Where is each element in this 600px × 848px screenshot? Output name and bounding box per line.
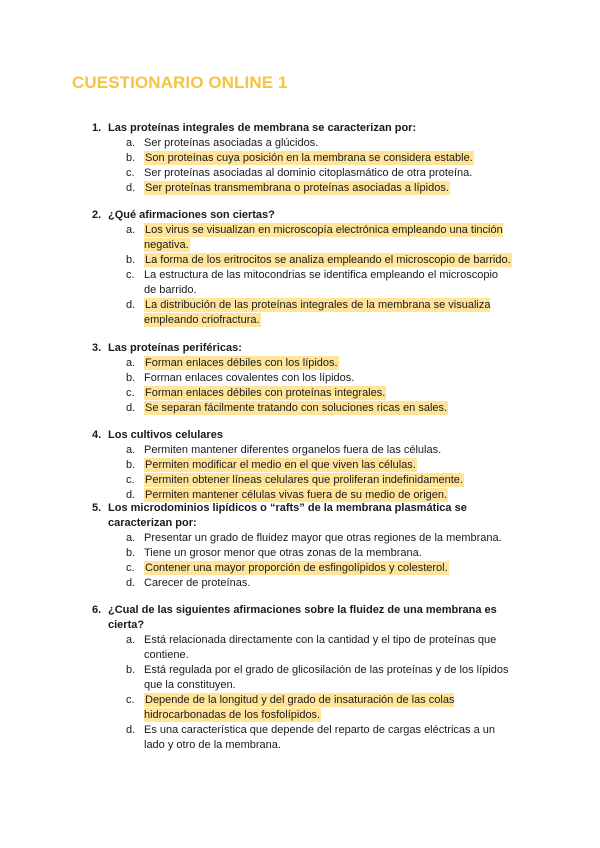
options-list xyxy=(92,443,512,503)
option-text: Se separan fácilmente tratando con soluciones ricas en sales. xyxy=(145,402,448,414)
option-d xyxy=(92,401,512,416)
question-number: 2. xyxy=(92,209,102,221)
option-a xyxy=(92,443,512,458)
option-text: Permiten modificar el medio en el que viven las células. xyxy=(145,459,416,471)
option-text: Los virus se visualizan en microscopía electrónica empleando una tinción negativa. xyxy=(144,224,503,251)
option-text: Permiten mantener diferentes organelos fuera de las células. xyxy=(144,444,442,456)
option-text: La forma de los eritrocitos se analiza empleando el microscopio de barrido. xyxy=(145,254,511,266)
options-list xyxy=(92,633,512,753)
option-text: Forman enlaces débiles con los lípidos. xyxy=(145,357,338,369)
option-d xyxy=(92,181,512,196)
option-letter: b. xyxy=(126,152,136,164)
option-text: Permiten obtener líneas celulares que proliferan indefinidamente. xyxy=(145,474,463,486)
option-letter: c. xyxy=(126,167,135,179)
option-text: Es una característica que depende del reparto de cargas eléctricas a un lado y otro de la membrana. xyxy=(144,724,495,751)
question-6 xyxy=(92,603,512,753)
option-text: Tiene un grosor menor que otras zonas de la membrana. xyxy=(144,547,422,559)
option-letter: d. xyxy=(126,182,136,194)
option-b xyxy=(92,253,512,268)
option-text: Ser proteínas transmembrana o proteínas asociadas a lípidos. xyxy=(145,182,449,194)
question-text: Las proteínas integrales de membrana se caracterizan por: xyxy=(108,122,417,134)
option-b xyxy=(92,663,512,693)
option-d xyxy=(92,298,512,328)
question-2 xyxy=(92,208,512,328)
option-c xyxy=(92,561,512,576)
option-letter: c. xyxy=(126,474,135,486)
question-text: Los cultivos celulares xyxy=(108,429,223,441)
question-4 xyxy=(92,428,512,503)
option-a xyxy=(92,136,512,151)
option-text: Son proteínas cuya posición en la membrana se considera estable. xyxy=(145,152,473,164)
option-letter: b. xyxy=(126,547,136,559)
question-3 xyxy=(92,341,512,416)
question-text: Los microdominios lipídicos o “rafts” de la membrana plasmática se caracterizan por: xyxy=(108,502,467,529)
option-letter: a. xyxy=(126,532,136,544)
option-letter: a. xyxy=(126,357,136,369)
option-c xyxy=(92,166,512,181)
option-text: Está relacionada directamente con la cantidad y el tipo de proteínas que contiene. xyxy=(144,634,497,661)
option-text: Permiten mantener células vivas fuera de su medio de origen. xyxy=(145,489,448,501)
option-b xyxy=(92,458,512,473)
question-number: 5. xyxy=(92,502,102,514)
option-letter: b. xyxy=(126,664,136,676)
option-letter: d. xyxy=(126,489,136,501)
option-text: Carecer de proteínas. xyxy=(144,577,251,589)
option-c xyxy=(92,268,512,298)
option-letter: c. xyxy=(126,694,135,706)
option-d xyxy=(92,576,512,591)
option-letter: c. xyxy=(126,387,135,399)
option-text: Forman enlaces débiles con proteínas integrales. xyxy=(145,387,386,399)
option-letter: b. xyxy=(126,459,136,471)
options-list xyxy=(92,136,512,196)
option-letter: c. xyxy=(126,269,135,281)
question-text: ¿Qué afirmaciones son ciertas? xyxy=(108,209,275,221)
option-letter: d. xyxy=(126,577,136,589)
options-list xyxy=(92,531,512,591)
question-number: 3. xyxy=(92,342,102,354)
question-1 xyxy=(92,121,512,196)
option-letter: a. xyxy=(126,137,136,149)
option-text: Forman enlaces covalentes con los lípidos. xyxy=(144,372,355,384)
question-5 xyxy=(92,501,512,591)
option-text: Está regulada por el grado de glicosilación de las proteínas y de los lípidos que la constituyen. xyxy=(144,664,509,691)
option-c xyxy=(92,386,512,401)
option-letter: a. xyxy=(126,634,136,646)
option-letter: d. xyxy=(126,724,136,736)
option-b xyxy=(92,546,512,561)
question-text: Las proteínas periféricas: xyxy=(108,342,242,354)
option-letter: b. xyxy=(126,372,136,384)
option-letter: a. xyxy=(126,444,136,456)
option-letter: c. xyxy=(126,562,135,574)
option-b xyxy=(92,371,512,386)
option-letter: a. xyxy=(126,224,136,236)
option-text: Presentar un grado de fluidez mayor que otras regiones de la membrana. xyxy=(144,532,502,544)
option-text: Ser proteínas asociadas a glúcidos. xyxy=(144,137,319,149)
option-text: Depende de la longitud y del grado de insaturación de las colas hidrocarbonadas de los fosfolípidos. xyxy=(144,694,455,721)
option-c xyxy=(92,693,512,723)
option-text: La estructura de las mitocondrias se identifica empleando el microscopio de barrido. xyxy=(144,269,499,296)
question-number: 1. xyxy=(92,122,102,134)
option-letter: d. xyxy=(126,402,136,414)
option-letter: b. xyxy=(126,254,136,266)
option-a xyxy=(92,633,512,663)
option-d xyxy=(92,723,512,753)
option-text: La distribución de las proteínas integrales de la membrana se visualiza empleando criofractura. xyxy=(144,299,491,326)
option-b xyxy=(92,151,512,166)
question-number: 4. xyxy=(92,429,102,441)
option-letter: d. xyxy=(126,299,136,311)
option-c xyxy=(92,473,512,488)
option-text: Ser proteínas asociadas al dominio citoplasmático de otra proteína. xyxy=(144,167,473,179)
page-title: CUESTIONARIO ONLINE 1 xyxy=(72,73,288,92)
question-text: ¿Cual de las siguientes afirmaciones sobre la fluidez de una membrana es cierta? xyxy=(108,604,497,631)
option-a xyxy=(92,531,512,546)
options-list xyxy=(92,223,512,328)
option-text: Contener una mayor proporción de esfingolípidos y colesterol. xyxy=(145,562,448,574)
option-a xyxy=(92,356,512,371)
options-list xyxy=(92,356,512,416)
option-a xyxy=(92,223,512,253)
question-number: 6. xyxy=(92,604,102,616)
